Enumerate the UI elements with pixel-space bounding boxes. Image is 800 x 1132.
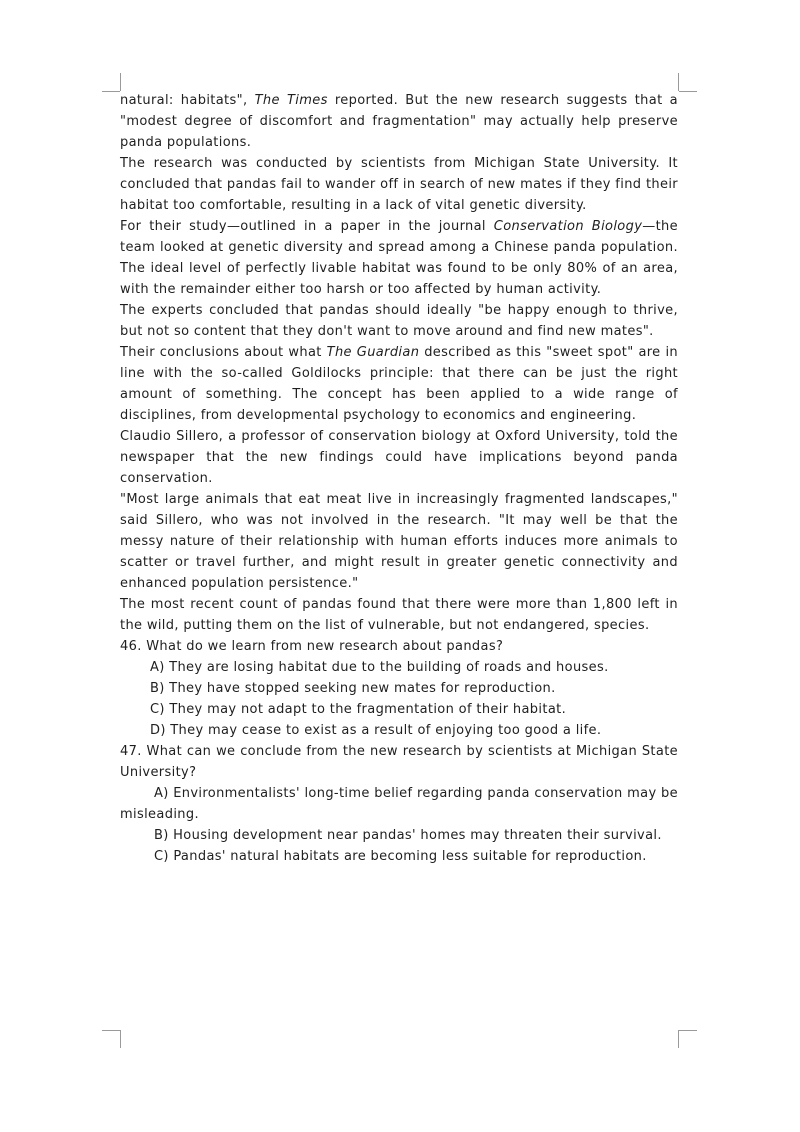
- crop-mark-top-right-h: [679, 91, 697, 92]
- crop-mark-bottom-left-h: [102, 1030, 120, 1031]
- q46-option-a: A) They are losing habitat due to the building of roads and houses.: [150, 660, 609, 675]
- paragraph-1: natural: habitats", The Times reported. But the new research suggests that a "modest degree of discomfort and fragmentation" may actually help preserve panda populations.: [120, 93, 678, 150]
- q46-option-d: D) They may cease to exist as a result of enjoying too good a life.: [150, 723, 602, 738]
- question-47: 47. What can we conclude from the new research by scientists at Michigan State University?: [120, 744, 678, 780]
- journal-name: Conservation Biology: [493, 219, 643, 234]
- q47-option-b: B) Housing development near pandas' homes may threaten their survival.: [154, 828, 662, 843]
- crop-mark-bottom-right: [678, 1030, 679, 1048]
- source-times: The Times: [254, 93, 328, 108]
- crop-mark-top-left: [120, 73, 121, 91]
- source-guardian: The Guardian: [326, 345, 420, 360]
- paragraph-8: The most recent count of pandas found that there were more than 1,800 left in the wild, putting them on the list of vulnerable, but not endangered, species.: [120, 597, 678, 633]
- question-46: 46. What do we learn from new research about pandas?: [120, 639, 504, 654]
- crop-mark-bottom-left: [120, 1030, 121, 1048]
- crop-mark-top-right: [678, 73, 679, 91]
- paragraph-4: The experts concluded that pandas should ideally "be happy enough to thrive, but not so content that they don't want to move around and find new mates".: [120, 303, 678, 339]
- paragraph-2: The research was conducted by scientists from Michigan State University. It concluded that pandas fail to wander off in search of new mates if they find their habitat too comfortable, resulting in a lack of vital genetic diversity.: [120, 156, 678, 213]
- paragraph-7: "Most large animals that eat meat live in increasingly fragmented landscapes," said Sillero, who was not involved in the research. "It may well be that the messy nature of their relationship with human efforts induces more animals to scatter or travel further, and might result in greater genetic connectivity and enhanced population persistence.": [120, 492, 678, 591]
- q47-option-c: C) Pandas' natural habitats are becoming less suitable for reproduction.: [154, 849, 647, 864]
- q47-option-a: A) Environmentalists' long-time belief regarding panda conservation may be misleading.: [120, 786, 678, 822]
- crop-mark-bottom-right-h: [679, 1030, 697, 1031]
- document-page: [120, 90, 678, 867]
- q46-option-b: B) They have stopped seeking new mates for reproduction.: [150, 681, 556, 696]
- crop-mark-top-left-h: [102, 91, 120, 92]
- paragraph-3: For their study—outlined in a paper in the journal Conservation Biology—the team looked at genetic diversity and spread among a Chinese panda population. The ideal level of perfectly livable habitat was found to be only 80% of an area, with the remainder either too harsh or too affected by human activity.: [120, 219, 678, 297]
- q46-option-c: C) They may not adapt to the fragmentation of their habitat.: [150, 702, 567, 717]
- paragraph-6: Claudio Sillero, a professor of conservation biology at Oxford University, told the newspaper that the new findings could have implications beyond panda conservation.: [120, 429, 678, 486]
- paragraph-5: Their conclusions about what The Guardian described as this "sweet spot" are in line with the so-called Goldilocks principle: that there can be just the right amount of something. The concept has been applied to a wide range of disciplines, from developmental psychology to economics and engineering.: [120, 345, 678, 423]
